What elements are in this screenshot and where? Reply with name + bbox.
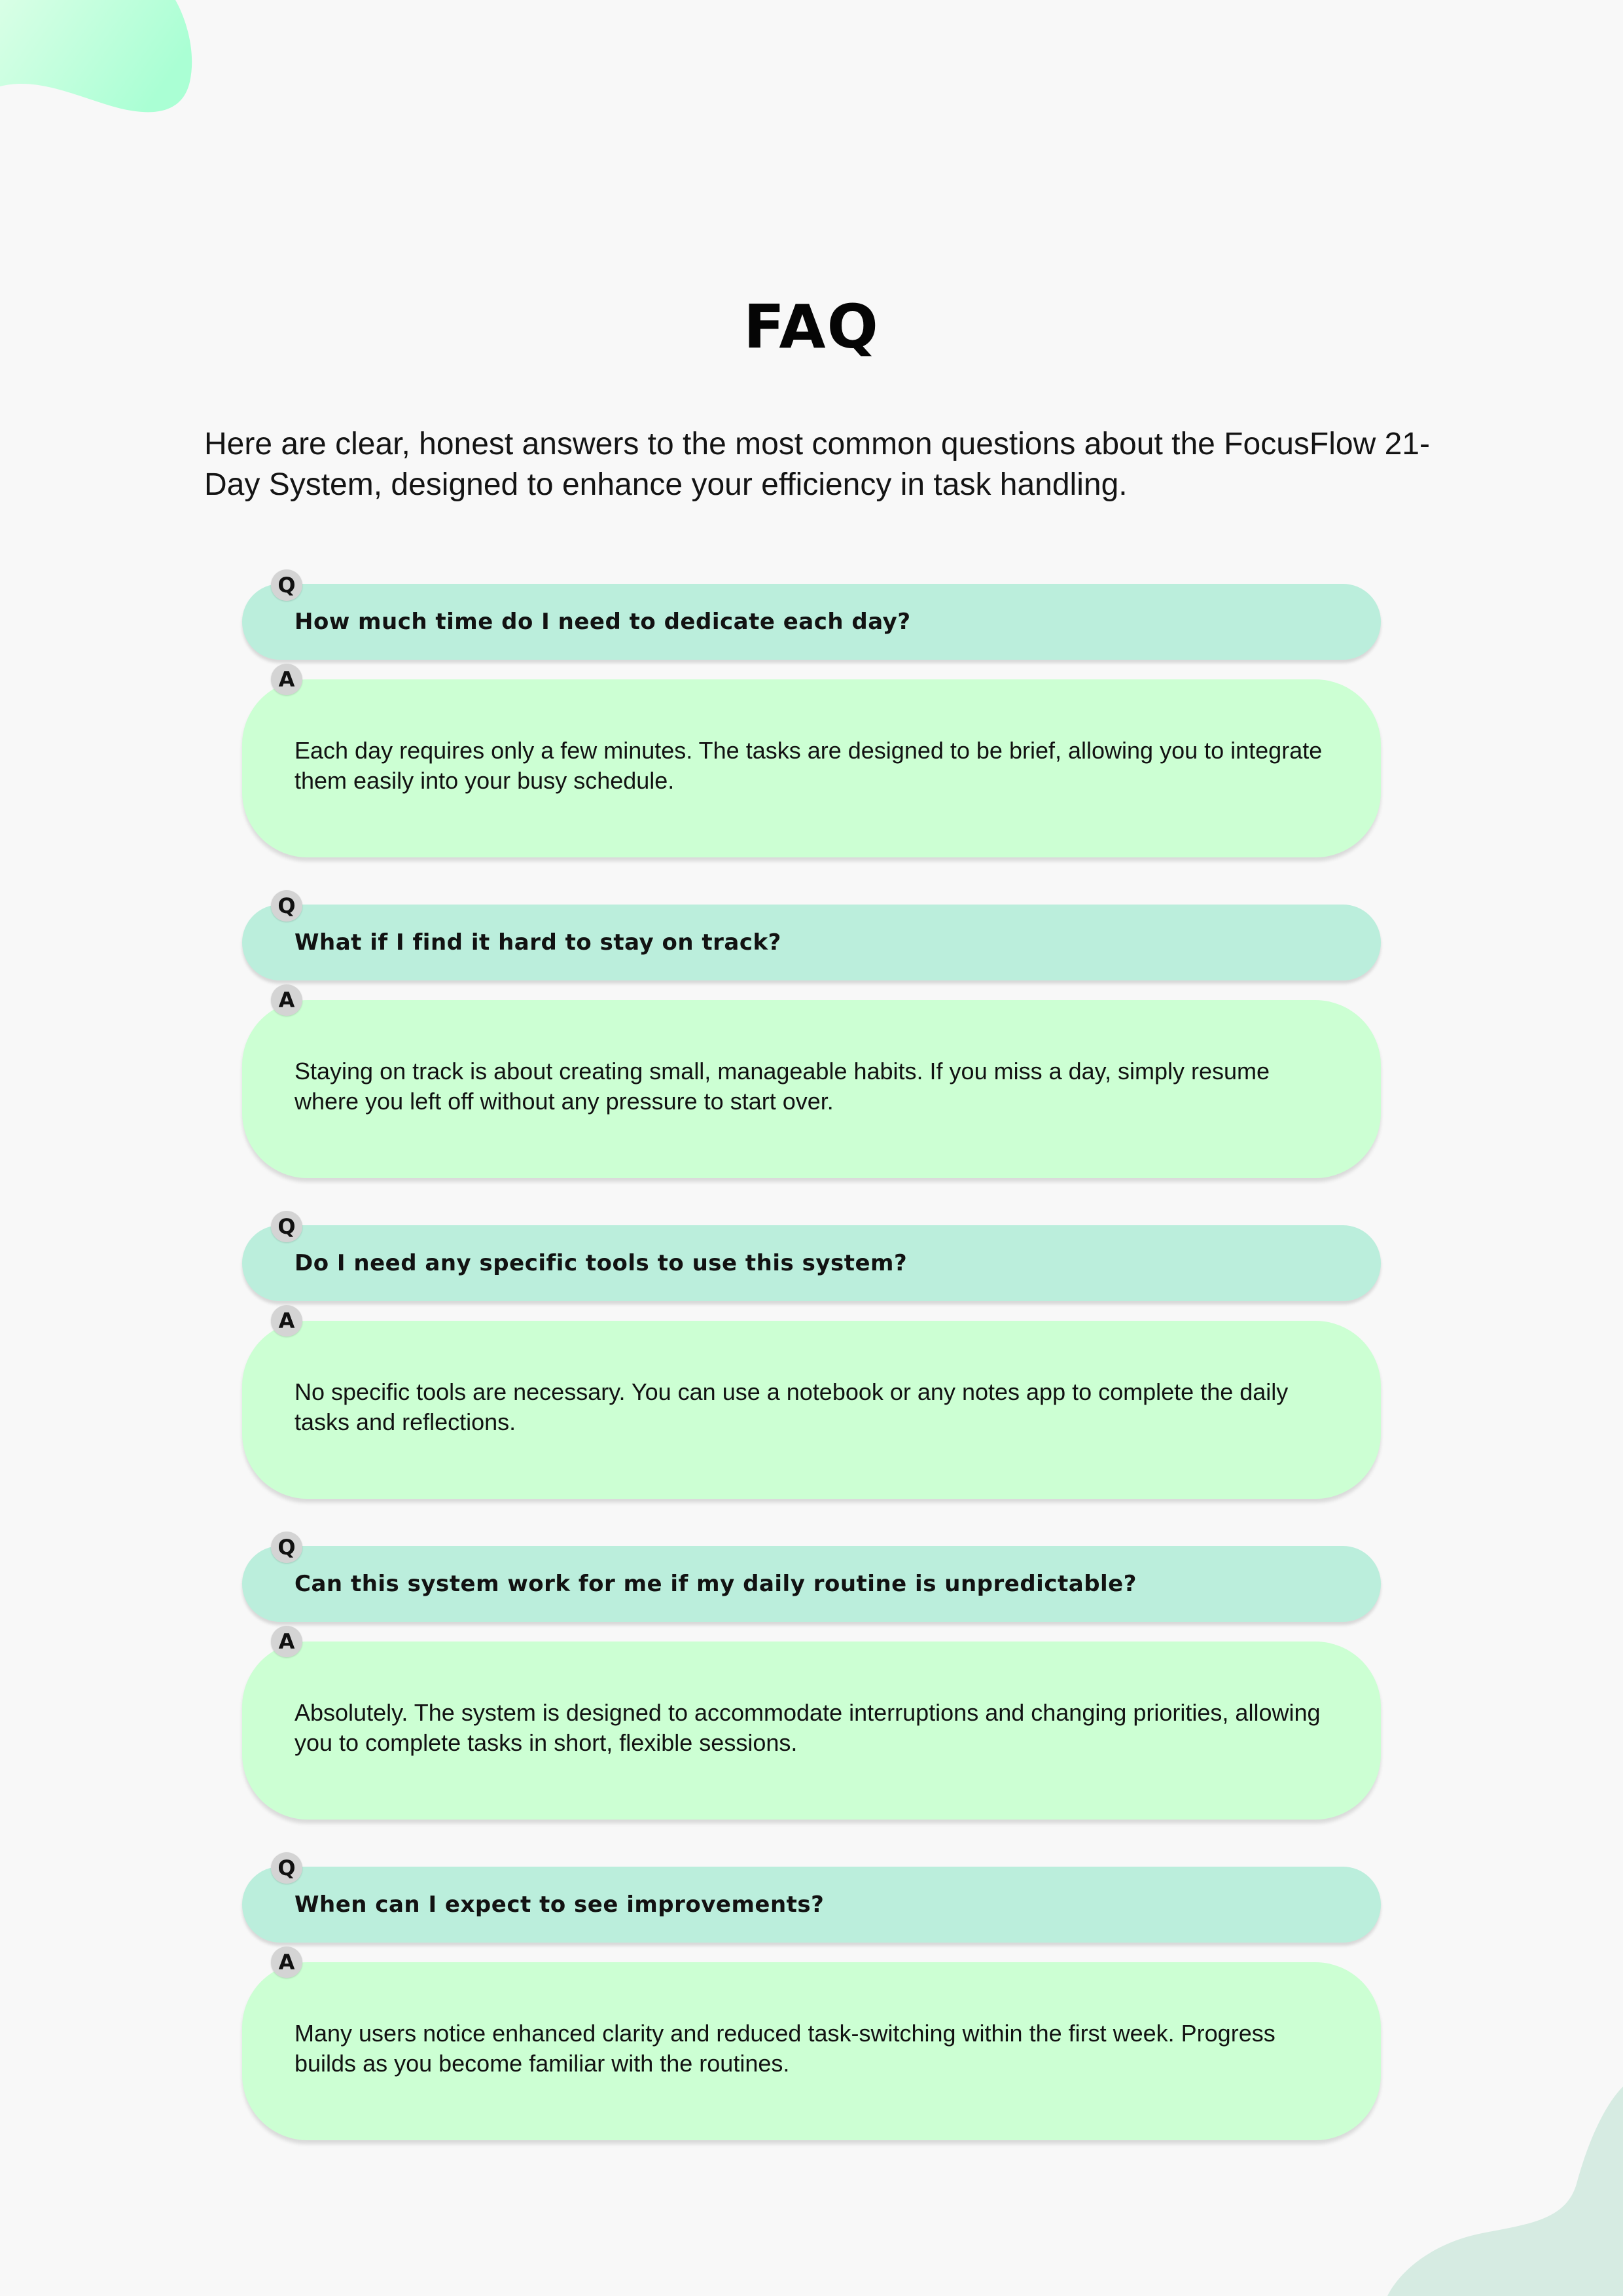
answer-box: [242, 1000, 1381, 1178]
decorative-blob-top-left: [0, 0, 196, 118]
question-text: How much time do I need to dedicate each day?: [294, 609, 911, 635]
answer-text: Each day requires only a few minutes. The tasks are designed to be brief, allowing you to integrate them easily into your busy schedule.: [294, 737, 1323, 794]
question-badge: Q: [271, 890, 302, 922]
question-bar: [242, 905, 1381, 980]
answer-badge: A: [271, 1305, 302, 1336]
answer-text: Absolutely. The system is designed to accommodate interruptions and changing priorities, allowing you to complete tasks in short, flexible sessions.: [294, 1699, 1321, 1756]
answer-text: Staying on track is about creating small, manageable habits. If you miss a day, simply resume where you left off without any pressure to start over.: [294, 1058, 1270, 1115]
question-bar: [242, 1867, 1381, 1943]
question-bar: [242, 584, 1381, 660]
decorative-blob-bottom-right: [1387, 2087, 1623, 2296]
question-text: Can this system work for me if my daily routine is unpredictable?: [294, 1571, 1137, 1597]
page-title: FAQ: [743, 292, 880, 362]
question-bar: [242, 1546, 1381, 1622]
question-badge: Q: [271, 1211, 302, 1242]
faq-item: [242, 1211, 1381, 1532]
answer-box: [242, 679, 1381, 857]
question-text: What if I find it hard to stay on track?: [294, 929, 781, 956]
answer-text: Many users notice enhanced clarity and reduced task-switching within the first week. Progress builds as you become familiar with the routines.: [294, 2020, 1275, 2077]
question-badge: Q: [271, 1852, 302, 1884]
faq-item: [242, 1852, 1381, 2173]
faq-item: [242, 1532, 1381, 1852]
answer-badge: A: [271, 664, 302, 695]
answer-text: No specific tools are necessary. You can use a notebook or any notes app to complete the daily tasks and reflections.: [294, 1378, 1289, 1435]
answer-badge: A: [271, 1626, 302, 1657]
question-bar: [242, 1225, 1381, 1301]
answer-box: [242, 1962, 1381, 2140]
answer-box: [242, 1641, 1381, 1820]
faq-list: [242, 569, 1381, 2173]
question-text: Do I need any specific tools to use this system?: [294, 1250, 908, 1276]
answer-badge: A: [271, 984, 302, 1016]
question-badge: Q: [271, 569, 302, 601]
faq-item: [242, 890, 1381, 1211]
intro-paragraph: Here are clear, honest answers to the most common questions about the FocusFlow 21-Day System, designed to enhance your efficiency in task handling.: [204, 427, 1430, 502]
question-text: When can I expect to see improvements?: [294, 1892, 825, 1918]
faq-item: [242, 569, 1381, 890]
question-badge: Q: [271, 1532, 302, 1563]
answer-box: [242, 1321, 1381, 1499]
answer-badge: A: [271, 1946, 302, 1978]
